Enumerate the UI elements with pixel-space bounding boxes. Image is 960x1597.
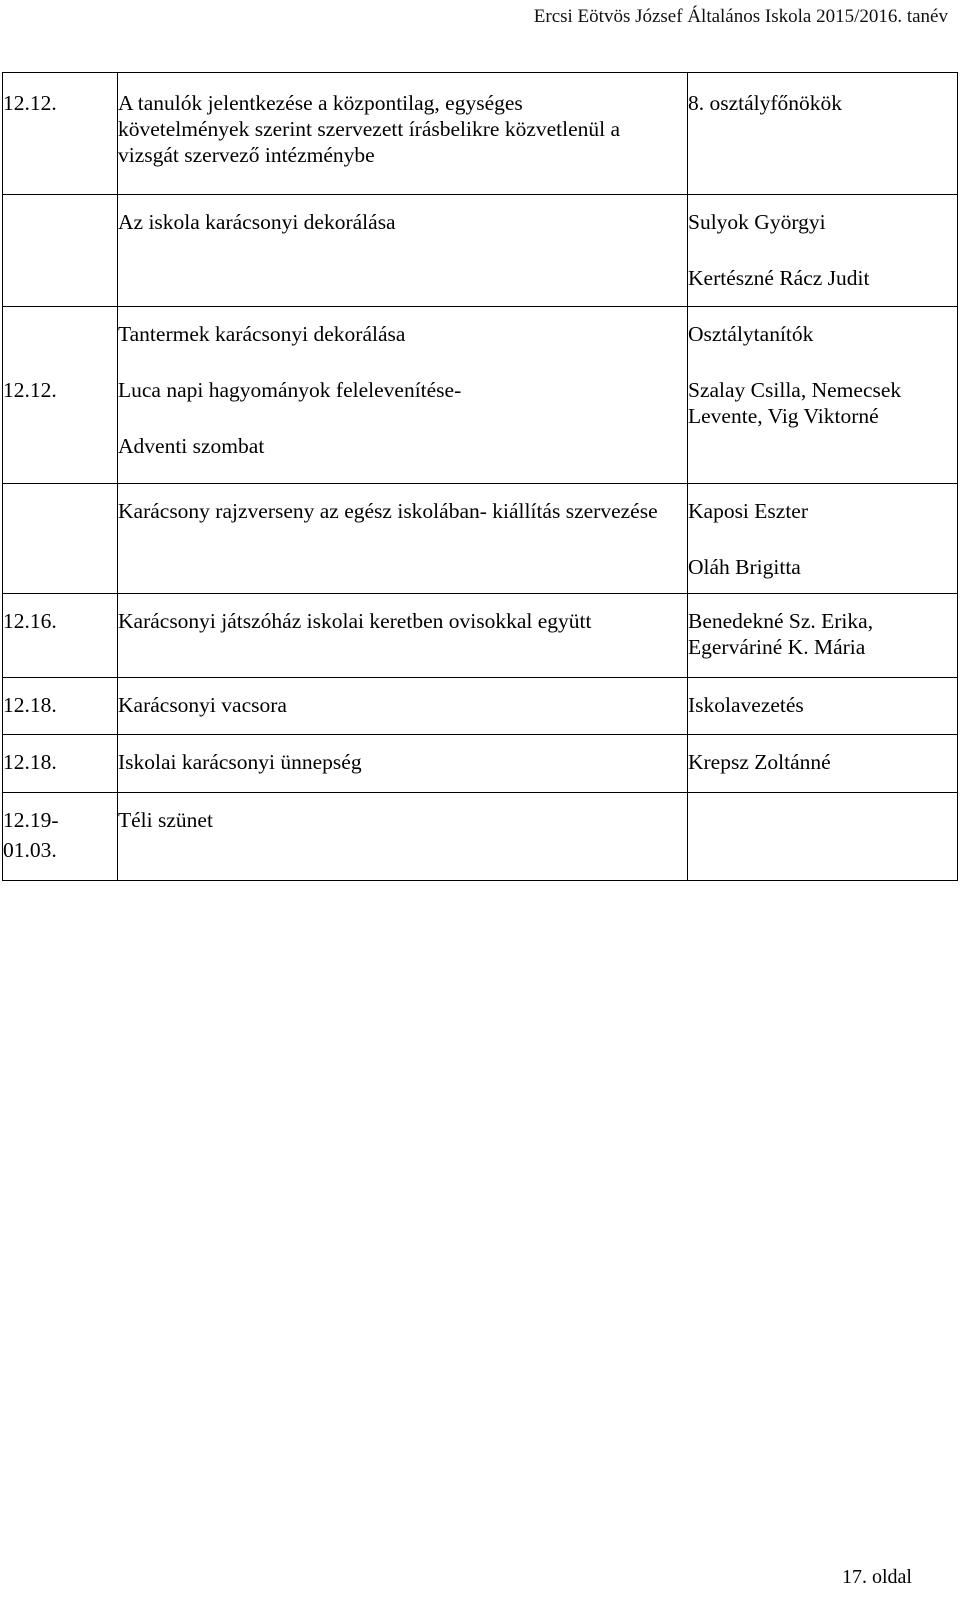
date-text: 12.12. — [3, 378, 57, 402]
date-cell — [3, 73, 118, 195]
page-number: 17. oldal — [842, 1566, 912, 1588]
activity-text: Karácsonyi vacsora — [118, 693, 287, 717]
responsible-text: 8. osztályfőnökök — [688, 91, 843, 115]
activity-cell — [118, 73, 688, 195]
table-row — [3, 195, 958, 307]
activity-text: Téli szünet — [118, 808, 213, 832]
responsible-cell — [688, 73, 958, 195]
responsible-text: Iskolavezetés — [688, 693, 804, 717]
responsible-cell — [688, 793, 958, 881]
activity-text: A tanulók jelentkezése a központilag, egységes követelmények szerint szervezett írásbelikre közvetlenül a vizsgát szervező intézménybe — [118, 91, 621, 167]
responsible-text: Szalay Csilla, Nemecsek Levente, Vig Viktorné — [688, 378, 902, 428]
activity-cell — [118, 678, 688, 735]
date-cell — [3, 307, 118, 484]
responsible-cell — [688, 678, 958, 735]
page-header: Ercsi Eötvös József Általános Iskola 2015/2016. tanév — [533, 6, 948, 27]
activity-cell — [118, 307, 688, 484]
activity-cell — [118, 484, 688, 594]
activity-text: Az iskola karácsonyi dekorálása — [118, 210, 396, 234]
activity-text: Tantermek karácsonyi dekorálása — [118, 322, 406, 346]
activity-cell — [118, 195, 688, 307]
responsible-cell — [688, 735, 958, 793]
table-row — [3, 678, 958, 735]
schedule-table — [2, 72, 958, 881]
responsible-text: Oláh Brigitta — [688, 555, 801, 579]
table-row — [3, 735, 958, 793]
date-cell — [3, 678, 118, 735]
date-cell — [3, 735, 118, 793]
date-text: 12.16. — [3, 609, 57, 633]
date-cell — [3, 484, 118, 594]
activity-text: Luca napi hagyományok felelevenítése- — [118, 378, 462, 402]
activity-cell — [118, 735, 688, 793]
responsible-cell — [688, 195, 958, 307]
responsible-text: Sulyok Györgyi — [688, 210, 826, 234]
table-row — [3, 793, 958, 881]
date-cell — [3, 793, 118, 881]
responsible-cell — [688, 307, 958, 484]
date-text: 12.12. — [3, 91, 57, 115]
responsible-cell — [688, 484, 958, 594]
activity-cell — [118, 793, 688, 881]
date-text: 12.18. — [3, 693, 57, 717]
activity-text: Adventi szombat — [118, 434, 265, 458]
responsible-text: Kertészné Rácz Judit — [688, 266, 870, 290]
date-text: 12.18. — [3, 750, 57, 774]
table-row — [3, 73, 958, 195]
responsible-text: Osztálytanítók — [688, 322, 814, 346]
table-row — [3, 594, 958, 678]
responsible-text: Kaposi Eszter — [688, 499, 809, 523]
responsible-text: Benedekné Sz. Erika, Egerváriné K. Mária — [688, 609, 874, 659]
activity-text: Karácsonyi játszóház iskolai keretben ovisokkal együtt — [118, 609, 592, 633]
table-row — [3, 307, 958, 484]
responsible-text: Krepsz Zoltánné — [688, 750, 831, 774]
activity-text: Iskolai karácsonyi ünnepség — [118, 750, 362, 774]
date-cell — [3, 594, 118, 678]
activity-cell — [118, 594, 688, 678]
activity-text: Karácsony rajzverseny az egész iskolában- kiállítás szervezése — [118, 499, 658, 523]
date-text: 01.03. — [3, 838, 57, 862]
date-text: 12.19- — [3, 808, 59, 832]
date-cell — [3, 195, 118, 307]
table-row — [3, 484, 958, 594]
responsible-cell — [688, 594, 958, 678]
